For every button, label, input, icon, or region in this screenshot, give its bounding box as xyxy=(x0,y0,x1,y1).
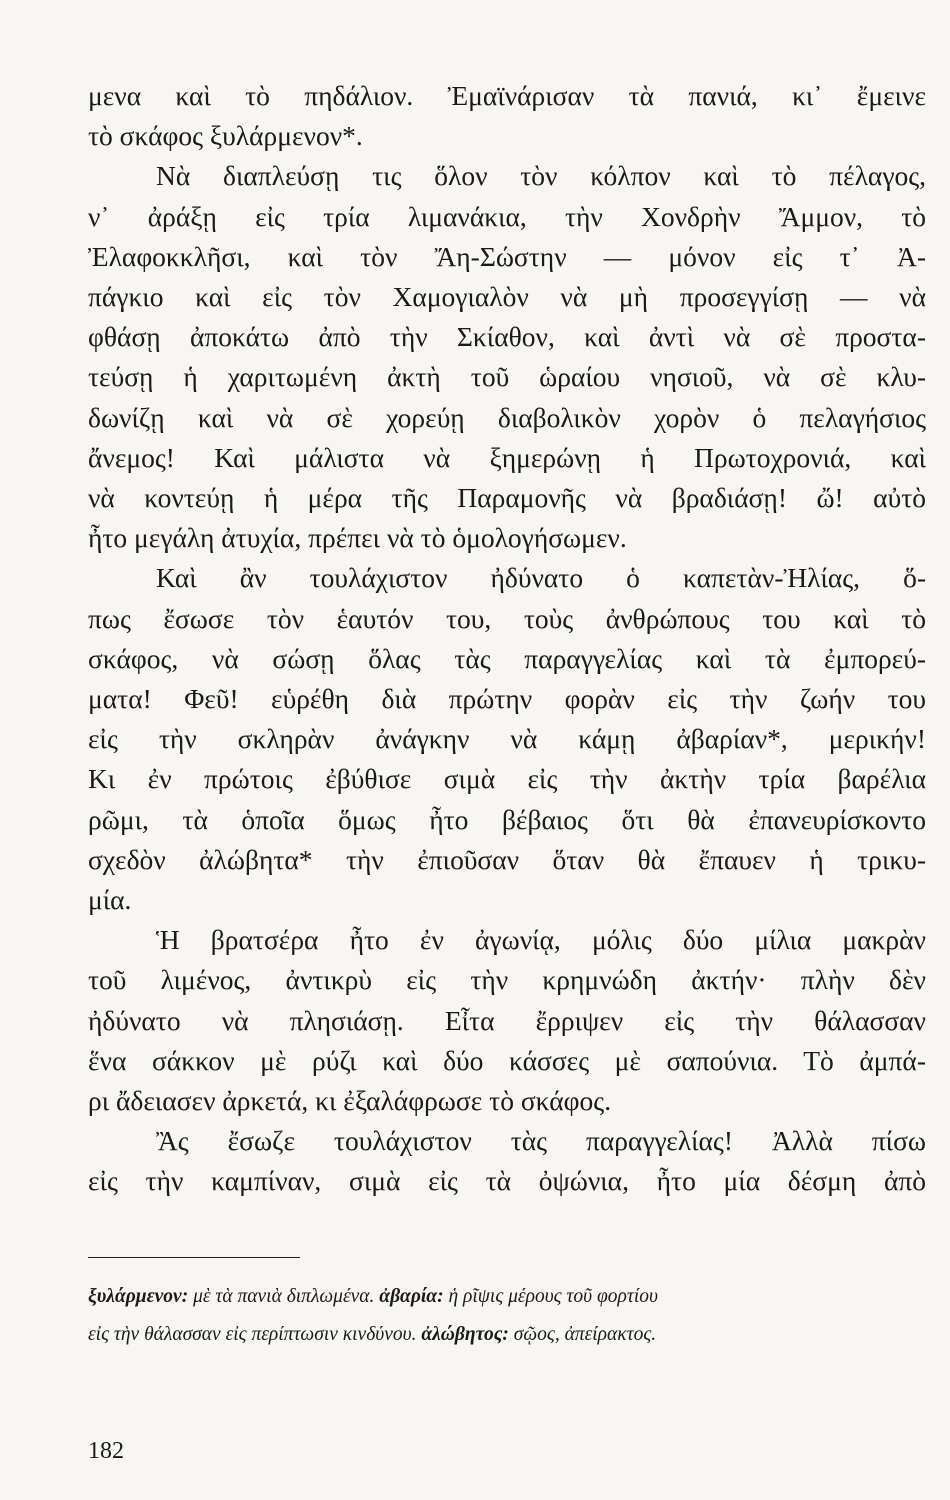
text-line: ν᾽ ἀράξῃ εἰς τρία λιμανάκια, τὴν Χονδρὴν Ἄμμον, τὸ xyxy=(88,200,926,232)
text-line: ρι ἄδειασεν ἀρκετά, κι ἐξαλάφρωσε τὸ σκάφος. xyxy=(88,1085,612,1117)
text-line: τοῦ λιμένος, ἀντικρὺ εἰς τὴν κρημνώδη ἀκτήν· πλὴν δὲν xyxy=(88,964,926,996)
footnote-line-1 xyxy=(88,1278,926,1316)
text-line: φθάσῃ ἀποκάτω ἀπὸ τὴν Σκίαθον, καὶ ἀντὶ νὰ σὲ προστα- xyxy=(88,321,926,353)
text-line: ἠδύνατο νὰ πλησιάσῃ. Εἶτα ἔρριψεν εἰς τὴν θάλασσαν xyxy=(88,1004,926,1036)
text-line: μενα καὶ τὸ πηδάλιον. Ἐμαϊνάρισαν τὰ πανιά, κι᾽ ἔμεινε xyxy=(88,80,926,111)
footnote-term: ξυλάρμενον: xyxy=(88,1286,189,1307)
text-line: Νὰ διαπλεύσῃ τις ὅλον τὸν κόλπον καὶ τὸ πέλαγος, xyxy=(156,160,926,192)
text-line: δωνίζῃ καὶ νὰ σὲ χορεύῃ διαβολικὸν χορὸν ὁ πελαγήσιος xyxy=(88,401,926,433)
text-line: πως ἔσωσε τὸν ἑαυτόν του, τοὺς ἀνθρώπους του καὶ τὸ xyxy=(88,602,926,634)
text-line: εἰς τὴν καμπίναν, σιμὰ εἰς τὰ ὀψώνια, ἦτο μία δέσμη ἀπὸ xyxy=(88,1165,926,1197)
text-line: Ἐλαφοκκλῆσι, καὶ τὸν Ἄη-Σώστην — μόνον εἰς τ᾽ Ἀ- xyxy=(88,240,926,272)
footnote-line-2 xyxy=(88,1316,926,1354)
text-line: Ἡ βρατσέρα ἦτο ἐν ἀγωνίᾳ, μόλις δύο μίλια μακρὰν xyxy=(156,924,926,956)
footnote-definition: μὲ τὰ πανιὰ διπλωμένα. xyxy=(188,1286,380,1307)
text-line: εἰς τὴν σκληρὰν ἀνάγκην νὰ κάμῃ ἀβαρίαν*, μερικήν! xyxy=(88,723,926,755)
text-line: σχεδὸν ἀλώβητα* τὴν ἐπιοῦσαν ὅταν θὰ ἔπαυεν ἡ τρικυ- xyxy=(88,843,926,875)
text-line: ματα! Φεῦ! εὑρέθη διὰ πρώτην φορὰν εἰς τὴν ζωήν του xyxy=(88,683,926,715)
footnote-divider xyxy=(88,1257,300,1258)
text-line: πάγκιο καὶ εἰς τὸν Χαμογιαλὸν νὰ μὴ προσεγγίσῃ — νὰ xyxy=(88,281,926,313)
footnote-definition: εἰς τὴν θάλασσαν εἰς περίπτωσιν κινδύνου. xyxy=(88,1324,422,1345)
footnote-definition: ἡ ρῖψις μέρους τοῦ φορτίου xyxy=(443,1286,658,1307)
text-line: νὰ κοντεύῃ ἡ μέρα τῆς Παραμονῆς νὰ βραδιάσῃ! ὤ! αὐτὸ xyxy=(88,482,926,514)
text-line: ἦτο μεγάλη ἀτυχία, πρέπει νὰ τὸ ὁμολογήσωμεν. xyxy=(88,522,627,554)
text-line: τὸ σκάφος ξυλάρμενον*. xyxy=(88,120,363,152)
footnote-term: ἀβαρία: xyxy=(379,1286,444,1307)
text-line: Καὶ ἂν τουλάχιστον ἠδύνατο ὁ καπετὰν-Ἠλίας, ὅ- xyxy=(156,562,926,594)
page-number: 182 xyxy=(88,1438,124,1464)
text-line: σκάφος, νὰ σώσῃ ὅλας τὰς παραγγελίας καὶ τὰ ἐμπορεύ- xyxy=(88,642,926,674)
text-line: ρῶμι, τὰ ὁποῖα ὅμως ἦτο βέβαιος ὅτι θὰ ἐπανευρίσκοντο xyxy=(88,803,926,835)
text-line: τεύσῃ ἡ χαριτωμένη ἀκτὴ τοῦ ὡραίου νησιοῦ, νὰ σὲ κλυ- xyxy=(88,361,926,393)
text-line: Κι ἐν πρώτοις ἐβύθισε σιμὰ εἰς τὴν ἀκτὴν τρία βαρέλια xyxy=(88,763,926,795)
footnotes xyxy=(88,1278,926,1354)
footnote-term: ἀλώβητος: xyxy=(421,1324,509,1345)
text-line: ἄνεμος! Καὶ μάλιστα νὰ ξημερώνῃ ἡ Πρωτοχρονιά, καὶ xyxy=(88,441,926,473)
text-line: ἕνα σάκκον μὲ ρύζι καὶ δύο κάσσες μὲ σαπούνια. Τὸ ἀμπά- xyxy=(88,1044,926,1076)
footnote-definition: σῷος, ἀπείρακτος. xyxy=(508,1324,657,1345)
text-line: μία. xyxy=(88,884,132,916)
text-line: Ἂς ἔσωζε τουλάχιστον τὰς παραγγελίας! Ἀλλὰ πίσω xyxy=(156,1125,926,1157)
body-text xyxy=(88,76,926,1202)
